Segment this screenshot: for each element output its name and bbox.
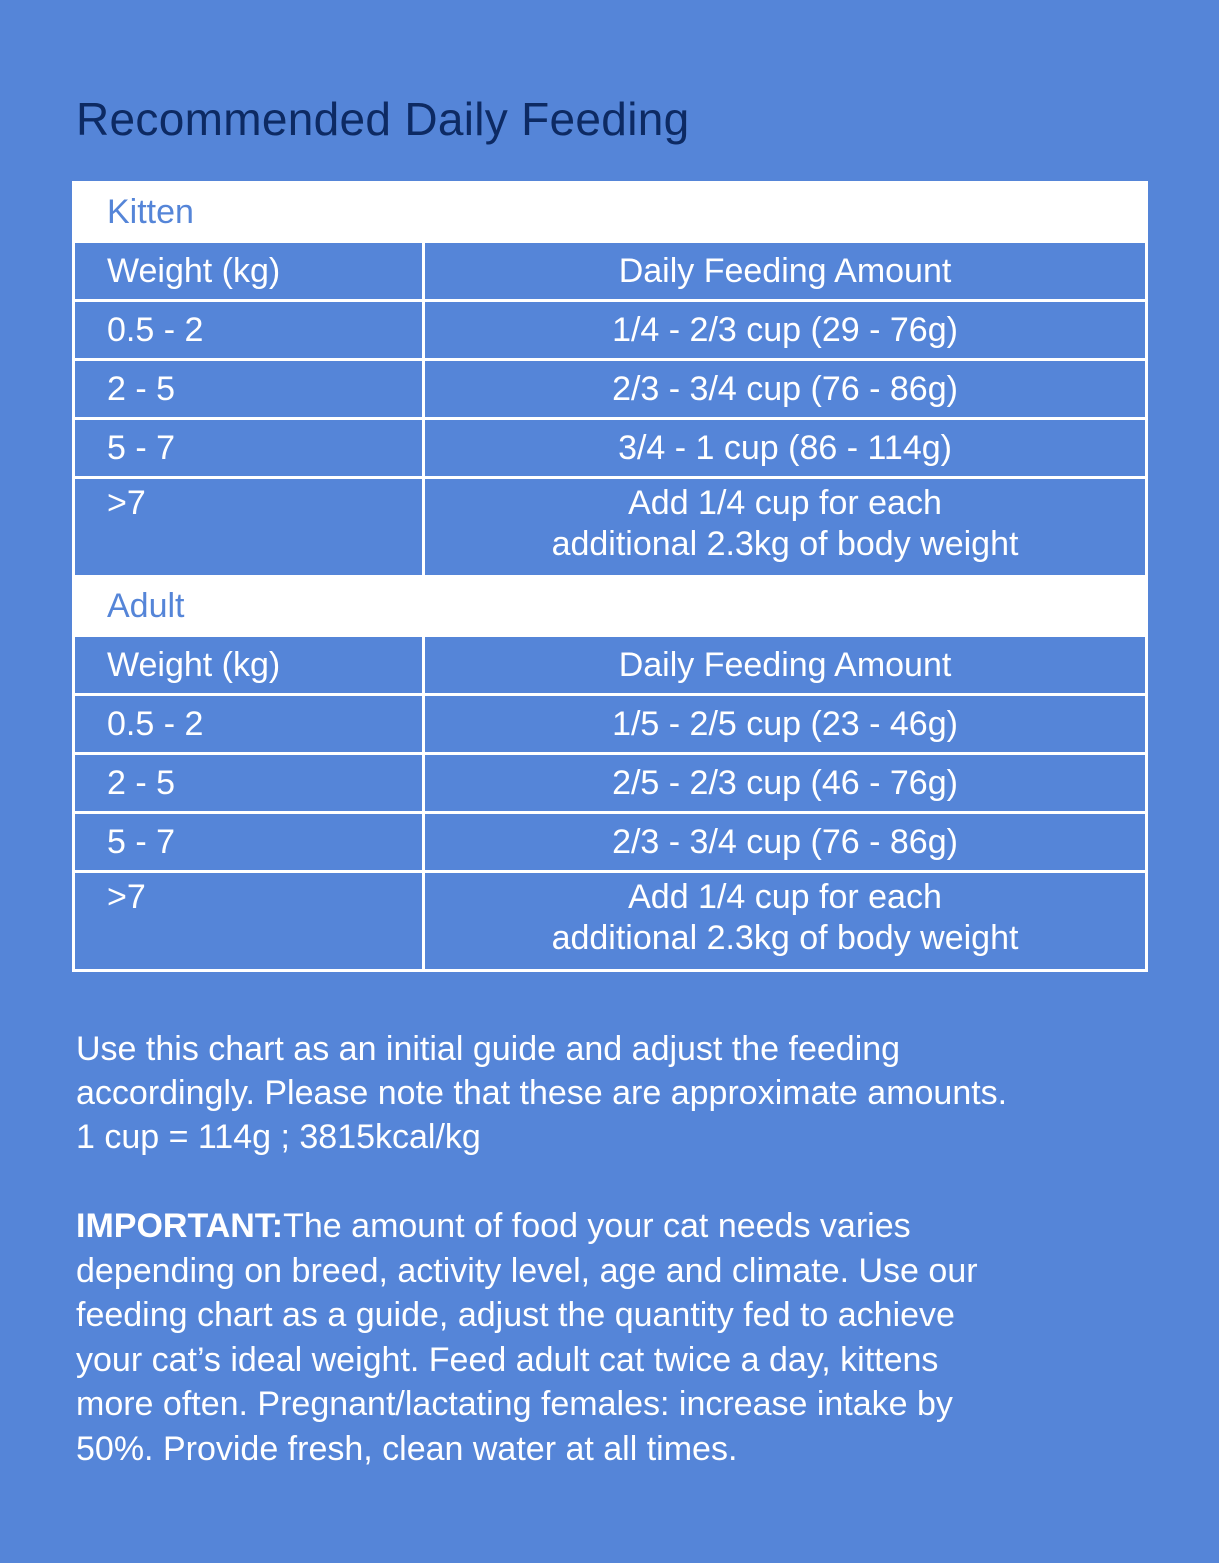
table-row xyxy=(74,301,1147,360)
important-text: The amount of food your cat needs varies xyxy=(283,1207,911,1245)
note-line: Use this chart as an initial guide and adjust the feeding xyxy=(76,1030,901,1068)
table-row xyxy=(74,478,1147,577)
note-line: 1 cup = 114g ; 3815kcal/kg xyxy=(76,1118,481,1156)
important-line: 50%. Provide fresh, clean water at all times. xyxy=(76,1429,738,1468)
table-row xyxy=(74,872,1147,971)
feeding-table xyxy=(72,181,1148,972)
adult-section-header xyxy=(74,577,1147,636)
amount-cell: 1/4 - 2/3 cup (29 - 76g) xyxy=(424,301,1147,360)
table-row xyxy=(74,813,1147,872)
important-line xyxy=(76,1204,1156,1249)
weight-column-header: Weight (kg) xyxy=(74,242,424,301)
amount-line: Add 1/4 cup for each xyxy=(628,878,942,916)
page-title: Recommended Daily Feeding xyxy=(76,93,690,145)
weight-cell: 5 - 7 xyxy=(74,419,424,478)
important-label: IMPORTANT: xyxy=(76,1207,284,1245)
amount-column-header: Daily Feeding Amount xyxy=(424,242,1147,301)
weight-cell: 0.5 - 2 xyxy=(74,695,424,754)
important-line: depending on breed, activity level, age and climate. Use our xyxy=(76,1251,978,1290)
amount-cell: 1/5 - 2/5 cup (23 - 46g) xyxy=(424,695,1147,754)
weight-cell: >7 xyxy=(74,478,424,577)
guide-note xyxy=(76,1027,1156,1159)
amount-cell: 2/3 - 3/4 cup (76 - 86g) xyxy=(424,813,1147,872)
amount-cell: 2/5 - 2/3 cup (46 - 76g) xyxy=(424,754,1147,813)
weight-cell: 2 - 5 xyxy=(74,754,424,813)
amount-line: additional 2.3kg of body weight xyxy=(551,525,1019,563)
important-notice xyxy=(76,1204,1156,1471)
weight-cell: 0.5 - 2 xyxy=(74,301,424,360)
table-row xyxy=(74,754,1147,813)
section-label-kitten: Kitten xyxy=(74,183,1147,242)
important-line: your cat’s ideal weight. Feed adult cat twice a day, kittens xyxy=(76,1340,939,1379)
section-label-adult: Adult xyxy=(74,577,1147,636)
adult-column-header-row xyxy=(74,636,1147,695)
kitten-column-header-row xyxy=(74,242,1147,301)
amount-column-header: Daily Feeding Amount xyxy=(424,636,1147,695)
kitten-section-header xyxy=(74,183,1147,242)
weight-cell: 5 - 7 xyxy=(74,813,424,872)
table-row xyxy=(74,695,1147,754)
weight-cell: >7 xyxy=(74,872,424,971)
amount-line: additional 2.3kg of body weight xyxy=(551,919,1019,957)
table-row xyxy=(74,419,1147,478)
important-line: more often. Pregnant/lactating females: increase intake by xyxy=(76,1385,953,1423)
amount-cell xyxy=(424,478,1147,577)
important-line: feeding chart as a guide, adjust the quantity fed to achieve xyxy=(76,1296,955,1334)
table-row xyxy=(74,360,1147,419)
amount-cell: 3/4 - 1 cup (86 - 114g) xyxy=(424,419,1147,478)
amount-cell: 2/3 - 3/4 cup (76 - 86g) xyxy=(424,360,1147,419)
amount-line: Add 1/4 cup for each xyxy=(628,484,942,522)
weight-cell: 2 - 5 xyxy=(74,360,424,419)
weight-column-header: Weight (kg) xyxy=(74,636,424,695)
amount-cell xyxy=(424,872,1147,971)
note-line: accordingly. Please note that these are approximate amounts. xyxy=(76,1074,1008,1112)
